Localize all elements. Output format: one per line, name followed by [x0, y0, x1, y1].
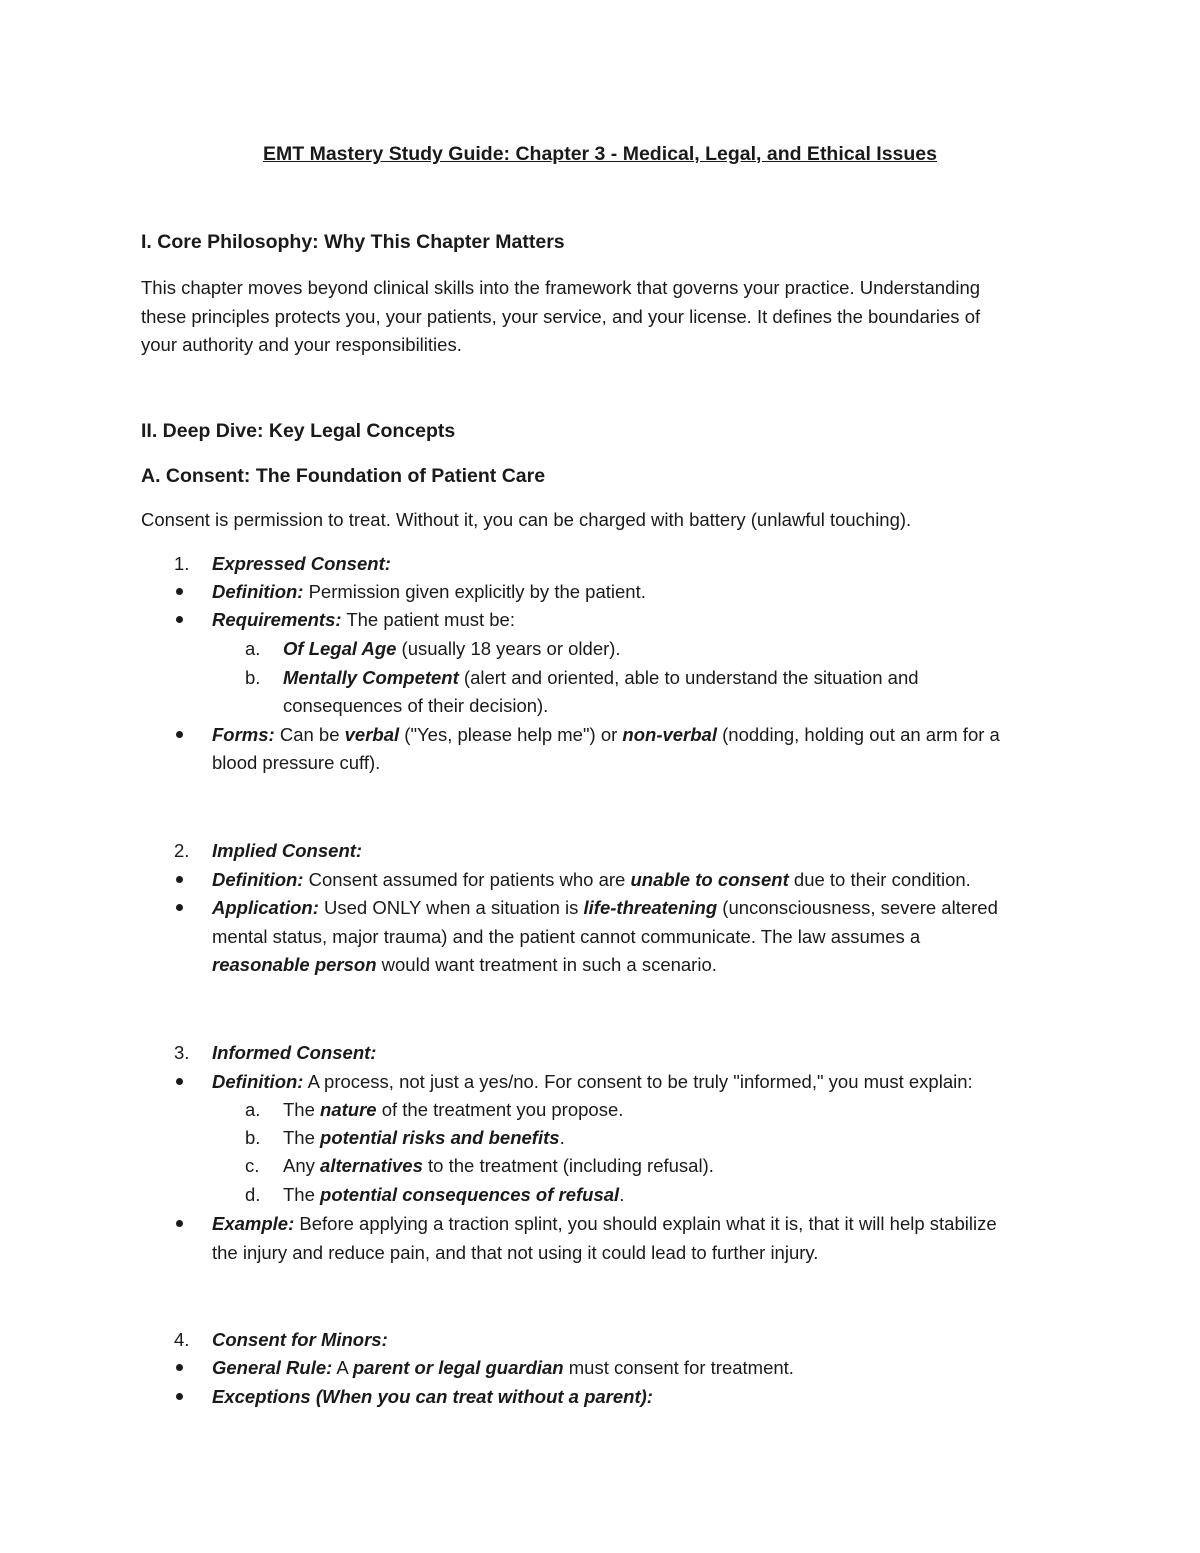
sub-text: The: [283, 1127, 321, 1148]
bullet-continuation: blood pressure cuff).: [212, 752, 381, 773]
bullet-text: (nodding, holding out an arm for a: [717, 724, 1000, 745]
bullet-exceptions: [174, 1386, 653, 1408]
bullet-icon: [174, 724, 212, 746]
sub-item-continuation: consequences of their decision).: [283, 695, 549, 716]
sub-text: Any: [283, 1155, 321, 1176]
sub-item-alternatives: [245, 1155, 714, 1177]
sub-letter: b.: [245, 1127, 261, 1148]
bullet-continuation: the injury and reduce pain, and that not using it could lead to further injury.: [212, 1242, 819, 1263]
sub-item-legal-age: [245, 638, 621, 660]
section-heading-core-philosophy: I. Core Philosophy: Why This Chapter Matters: [141, 231, 565, 253]
bullet-label: Definition:: [212, 1071, 304, 1092]
bullet-example: [174, 1213, 997, 1235]
bullet-icon: [174, 1357, 212, 1379]
sub-text: (usually 18 years or older).: [396, 638, 621, 659]
bullet-application: [174, 897, 998, 919]
list-number: 4.: [174, 1329, 190, 1350]
bullet-definition: [174, 581, 646, 603]
bullet-text: would want treatment in such a scenario.: [376, 954, 717, 975]
emphasis: alternatives: [320, 1155, 423, 1176]
bullet-icon: [174, 1213, 212, 1235]
paragraph-line: these principles protects you, your patients, your service, and your license. It defines the boundaries of: [141, 305, 981, 327]
bullet-label: General Rule:: [212, 1357, 333, 1378]
sub-text: The: [283, 1184, 321, 1205]
bullet-icon: [174, 897, 212, 919]
emphasis: verbal: [344, 724, 400, 745]
sub-text: (alert and oriented, able to understand the situation and: [458, 667, 919, 688]
bullet-label: Definition:: [212, 581, 304, 602]
item-consent-minors: [174, 1329, 388, 1351]
bullet-text: The patient must be:: [341, 609, 515, 630]
sub-item-risks-benefits: b. The potential risks and benefits.: [245, 1127, 565, 1148]
sub-letter: b.: [245, 667, 261, 688]
paragraph-line: This chapter moves beyond clinical skills into the framework that governs your practice. Understanding: [141, 277, 981, 298]
bullet-text: A: [332, 1357, 353, 1378]
item-title: Expressed Consent:: [212, 553, 391, 574]
sub-letter: a.: [245, 1099, 261, 1120]
sub-letter: a.: [245, 638, 261, 659]
bullet-icon: [174, 581, 212, 603]
bullet-text: A process, not just a yes/no. For consent to be truly "informed," you must explain:: [303, 1071, 973, 1092]
consent-intro: Consent is permission to treat. Without it, you can be charged with battery (unlawful touching).: [141, 509, 912, 530]
bullet-definition: [174, 1071, 973, 1093]
item-title: Informed Consent:: [212, 1042, 377, 1063]
section-heading-legal-concepts: II. Deep Dive: Key Legal Concepts: [141, 420, 456, 442]
bullet-text: must consent for treatment.: [563, 1357, 794, 1378]
bullet-text: ("Yes, please help me") or: [399, 724, 623, 745]
sub-item-mentally-competent: [245, 667, 919, 689]
bullet-icon: [174, 1071, 212, 1093]
emphasis: non-verbal: [622, 724, 717, 745]
item-expressed-consent: [174, 553, 391, 575]
subheading-consent: A. Consent: The Foundation of Patient Care: [141, 465, 546, 487]
sub-text: to the treatment (including refusal).: [422, 1155, 714, 1176]
emphasis: nature: [320, 1099, 377, 1120]
bullet-requirements: [174, 609, 515, 631]
bullet-forms: [174, 724, 1000, 746]
emphasis: Of Legal Age: [283, 638, 397, 659]
item-title: Implied Consent:: [212, 840, 363, 861]
core-philosophy-paragraph: [141, 274, 980, 360]
sub-item-nature: [245, 1099, 623, 1121]
emphasis: potential risks and benefits: [320, 1127, 560, 1148]
list-number: 3.: [174, 1042, 190, 1063]
list-number: 2.: [174, 840, 190, 861]
sub-text: of the treatment you propose.: [376, 1099, 624, 1120]
document-title: EMT Mastery Study Guide: Chapter 3 - Medical, Legal, and Ethical Issues: [263, 143, 937, 165]
sub-letter: c.: [245, 1155, 260, 1176]
bullet-text: Used ONLY when a situation is: [318, 897, 584, 918]
bullet-definition: [174, 869, 971, 891]
paragraph-line: your authority and your responsibilities.: [141, 334, 462, 356]
bullet-label: Requirements:: [212, 609, 342, 630]
bullet-general-rule: [174, 1357, 794, 1379]
sub-letter: d.: [245, 1184, 261, 1205]
bullet-text: (unconsciousness, severe altered: [717, 897, 998, 918]
emphasis: reasonable person: [212, 954, 377, 975]
bullet-icon: [174, 609, 212, 631]
emphasis: life-threatening: [583, 897, 718, 918]
bullet-text: Before applying a traction splint, you should explain what it is, that it will help stabilize: [294, 1213, 997, 1234]
item-informed-consent: [174, 1042, 376, 1064]
emphasis: potential consequences of refusal: [320, 1184, 620, 1205]
sub-item-consequences: d. The potential consequences of refusal.: [245, 1184, 625, 1205]
bullet-icon: [174, 1386, 212, 1408]
bullet-text: due to their condition.: [788, 869, 971, 890]
bullet-text: Can be: [274, 724, 345, 745]
bullet-continuation: [212, 954, 717, 976]
bullet-text: Permission given explicitly by the patient.: [303, 581, 646, 602]
list-number: 1.: [174, 553, 190, 574]
bullet-text: Consent assumed for patients who are: [303, 869, 631, 890]
emphasis: Mentally Competent: [283, 667, 459, 688]
bullet-label: Forms:: [212, 724, 275, 745]
bullet-label: Exceptions (When you can treat without a parent):: [212, 1386, 653, 1407]
item-title: Consent for Minors:: [212, 1329, 388, 1350]
emphasis: unable to consent: [630, 869, 789, 890]
sub-text: The: [283, 1099, 321, 1120]
bullet-continuation: mental status, major trauma) and the patient cannot communicate. The law assumes a: [212, 926, 921, 947]
item-implied-consent: [174, 840, 362, 862]
bullet-icon: [174, 869, 212, 891]
bullet-label: Example:: [212, 1213, 295, 1234]
bullet-label: Application:: [212, 897, 319, 918]
bullet-label: Definition:: [212, 869, 304, 890]
emphasis: parent or legal guardian: [352, 1357, 564, 1378]
